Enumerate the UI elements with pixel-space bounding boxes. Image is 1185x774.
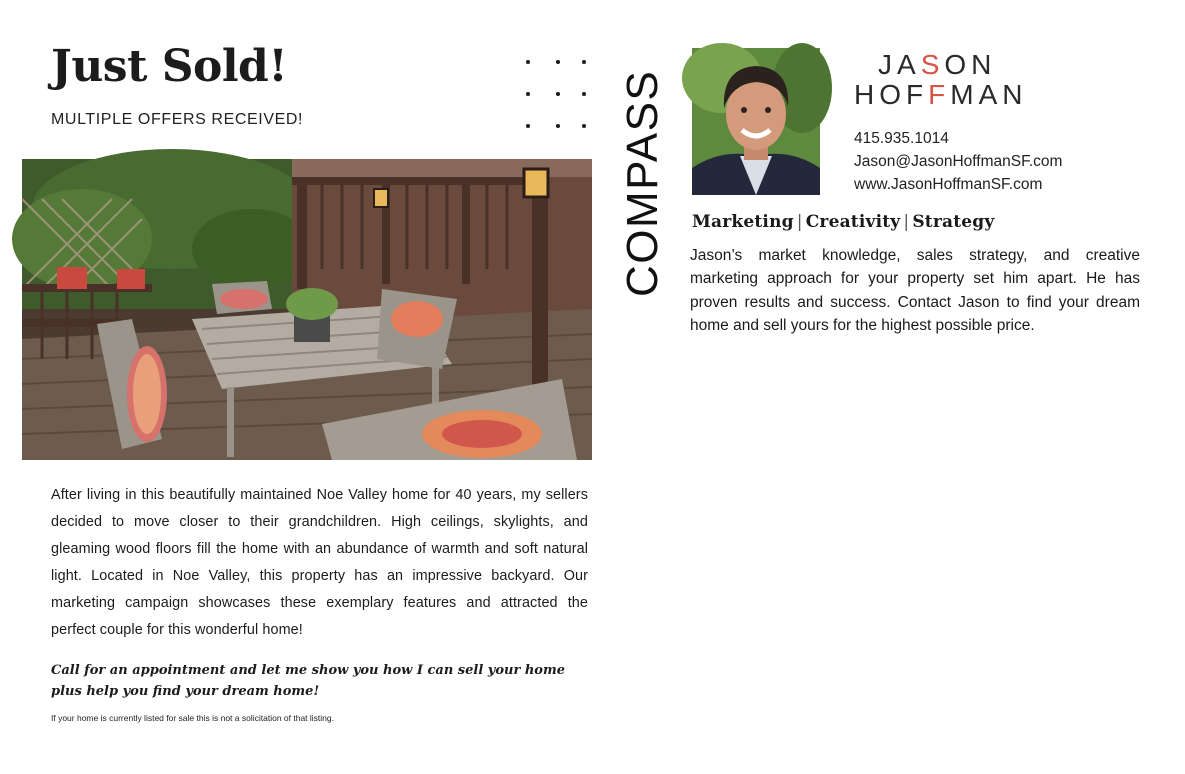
agent-headshot (692, 48, 820, 195)
name-letter: S (920, 49, 945, 80)
name-letter: M (950, 79, 979, 110)
agent-last-name (854, 80, 1027, 110)
compass-logo (618, 46, 667, 298)
name-letter: F (906, 79, 929, 110)
name-letter: A (897, 49, 921, 80)
agent-last-name-text (854, 79, 1027, 110)
agent-email[interactable]: Jason@JasonHoffmanSF.com (854, 153, 1063, 170)
name-letter: A (978, 79, 1003, 110)
agent-bio: Jason’s market knowledge, sales strategy, and creative marketing approach for your property set him apart. He has proven results and success. Contact Jason to find your dream home and sell yours for the highest possible price. (690, 247, 1140, 334)
disclaimer: If your home is currently listed for sale this is not a solicitation of that listing. (51, 713, 334, 723)
listing-description: After living in this beautifully maintained Noe Valley home for 40 years, my sellers decided to move closer to their grandchildren. High ceilings, skylights, and gleaming wood floors fill the home with an abundance of warmth and soft natural light. Located in Noe Valley, this property has an impressive backyard. Our marketing campaign showcases these exemplary features and attracted the perfect couple for this wonderful home! (51, 487, 588, 638)
headline: Just Sold! (51, 41, 288, 92)
tagline-creativity: Creativity (805, 212, 901, 232)
name-letter: N (971, 49, 997, 80)
name-letter: J (878, 49, 897, 80)
name-letter: O (879, 79, 907, 110)
name-letter: H (854, 79, 880, 110)
tagline-marketing: Marketing (692, 212, 794, 232)
agent-first-name-text (878, 49, 996, 80)
subheadline: MULTIPLE OFFERS RECEIVED! (51, 111, 304, 128)
agent-contact (854, 127, 1062, 196)
agent-phone[interactable]: 415.935.1014 (854, 130, 949, 147)
tagline-separator: | (903, 212, 910, 232)
tagline-separator: | (796, 212, 803, 232)
agent-name (854, 50, 1027, 110)
tagline-strategy: Strategy (912, 212, 995, 232)
call-to-action: Call for an appointment and let me show you how I can sell your home plus help you find your dream home! (51, 663, 565, 699)
decorative-dots (520, 54, 570, 134)
agent-tagline (692, 212, 994, 232)
backyard-deck-photo (22, 159, 592, 460)
name-letter: N (1002, 79, 1028, 110)
agent-first-name (854, 50, 1027, 80)
agent-website[interactable]: www.JasonHoffmanSF.com (854, 176, 1043, 193)
name-letter: F (928, 79, 951, 110)
name-letter: O (944, 49, 972, 80)
compass-logo-text: COMPASS (618, 69, 667, 297)
